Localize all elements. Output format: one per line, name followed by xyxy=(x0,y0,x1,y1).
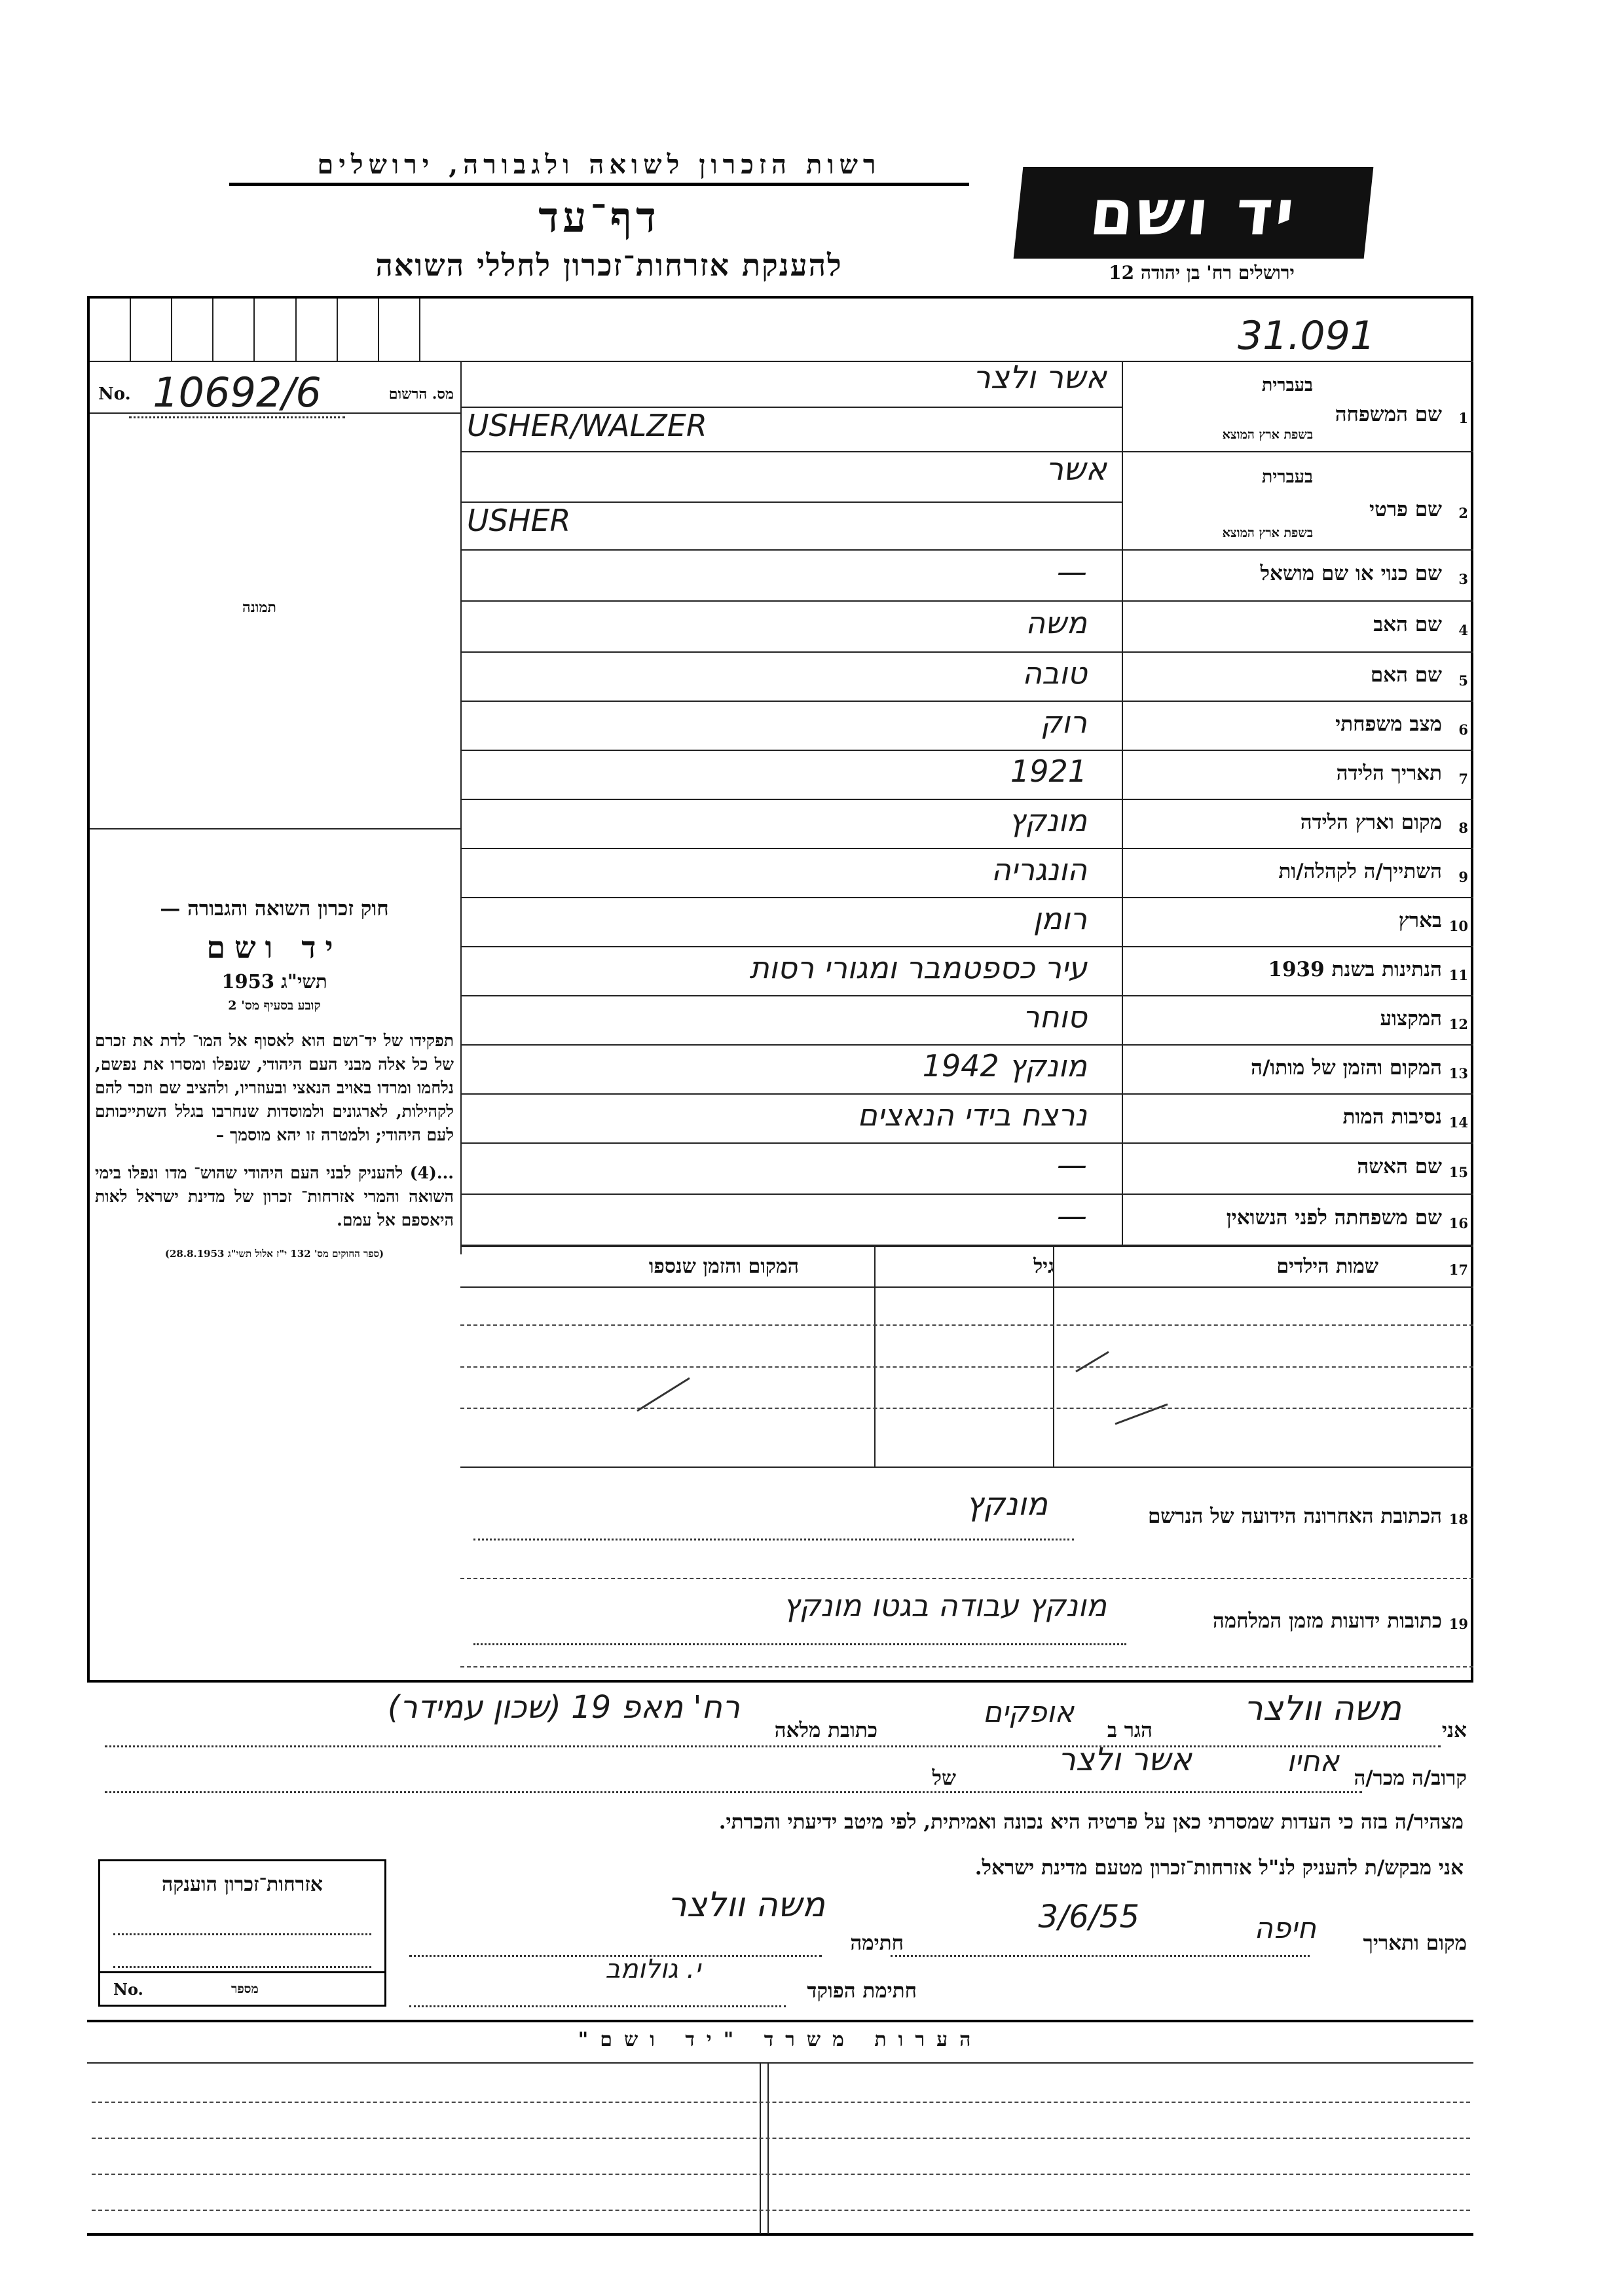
children-age-header: גיל xyxy=(1033,1255,1054,1278)
field-4-value: משה xyxy=(1025,605,1087,640)
field-row-9 xyxy=(460,849,1473,898)
field-label-5: שם האם xyxy=(1370,663,1442,687)
full-address-label: כתובת מלאה xyxy=(774,1719,877,1742)
last-address-value: מונקץ xyxy=(966,1486,1048,1523)
field-row-16 xyxy=(460,1195,1473,1246)
relation-value: אחיו xyxy=(1287,1745,1339,1778)
registration-label: מס. הרשום xyxy=(388,386,454,403)
field-number-16: 16 xyxy=(1449,1215,1468,1231)
field-row-2 xyxy=(460,452,1473,551)
citizenship-box-title: אזרחות־זכרון הוענקה xyxy=(161,1873,323,1896)
law-para1: תפקידו של יד־ושם הוא לאסוף אל המו־ לדת את זכרם של כל אלה מבני העם היהודי, שנפלו ומסרו את נפשם, נלחמו ומרדו באויב הנאצי ובעוזריו, ולהציב שם וזכר להם לקהילות, לארגונים ולמוסדות שנחרבו בגלל השתייכותם לעם היהודי; ולמטרה זו יהא מוסמך – xyxy=(95,1031,454,1144)
field-label-6: מצב משפחתי xyxy=(1335,712,1442,736)
war-addresses-value: מונקץ עבודה בגטו מונקץ xyxy=(783,1588,1107,1623)
declaration-statement-1: מצהיר/ה בזה כי העדות שמסרתי כאן על פרטיה היא נכונה ואמיתית, לפי מיטב ידיעתי והכרתי. xyxy=(718,1810,1464,1834)
field-number-10: 10 xyxy=(1449,917,1468,934)
field-row-13 xyxy=(460,1046,1473,1095)
officer-signature: י. גולומב xyxy=(605,1954,701,1984)
field-label-9: השתייך/ה לקהלה/ות xyxy=(1278,859,1442,883)
law-title: חוק זכרון השואה והגבורה — xyxy=(160,897,389,920)
field-row-7 xyxy=(460,751,1473,800)
field-6-value: רוק xyxy=(1040,704,1087,740)
children-empty-marks xyxy=(460,1286,1473,1467)
field-row-3 xyxy=(460,551,1473,602)
field-row-11 xyxy=(460,947,1473,996)
field-number-7: 7 xyxy=(1458,770,1468,787)
field-number-3: 3 xyxy=(1458,571,1468,587)
officer-label: חתימת הפוקד xyxy=(807,1979,917,2003)
in-origin-language-label: בשפת ארץ המוצא xyxy=(1222,428,1313,442)
full-address-value: רח' מאפ 19 (שכון עמידר) xyxy=(387,1689,740,1726)
law-year: תשי"ג 1953 xyxy=(221,970,327,993)
field-label-4: שם האב xyxy=(1373,613,1442,636)
field-number-9: 9 xyxy=(1458,868,1468,885)
field-label-11: הנתינות בשנת 1939 xyxy=(1268,957,1442,981)
relative-label: קרוב/ה מכר/ה xyxy=(1354,1766,1467,1790)
field-5-value: טובה xyxy=(1022,655,1087,691)
field-8-value: מונקץ xyxy=(1008,802,1087,838)
field-2-origin-value: USHER xyxy=(467,503,571,538)
signature-label: חתימה xyxy=(850,1931,904,1955)
registration-number: 10692/6 xyxy=(129,369,345,418)
declaration-line-2 xyxy=(92,1741,1467,1794)
field-number-2: 2 xyxy=(1458,505,1468,521)
field-label-16: שם משפחתה לפני הנשואין xyxy=(1226,1206,1442,1230)
field-row-5 xyxy=(460,653,1473,702)
field-2-hebrew-value: אשר xyxy=(1045,451,1107,488)
field-number-12: 12 xyxy=(1449,1015,1468,1032)
field-number-4: 4 xyxy=(1458,622,1468,638)
field-10-value: רומן xyxy=(1033,900,1087,936)
resides-label: הגר ב xyxy=(1107,1719,1153,1742)
field-row-15 xyxy=(460,1144,1473,1195)
field-3-value: — xyxy=(1057,554,1087,589)
header-address: ירושלים רח' בן יהודה 12 xyxy=(1109,262,1295,283)
field-14-value: נרצח בידי הנאצים xyxy=(857,1097,1087,1133)
signature-line xyxy=(393,1886,1467,1958)
in-hebrew-label: בעברית xyxy=(1261,375,1313,395)
field-16-value: — xyxy=(1057,1198,1087,1233)
field-number-5: 5 xyxy=(1458,672,1468,689)
box-number-label: מספר xyxy=(231,1982,259,1996)
field-number-19: 19 xyxy=(1449,1616,1468,1632)
field-15-value: — xyxy=(1057,1147,1087,1182)
top-cells xyxy=(90,299,460,362)
law-name: יד ושם xyxy=(206,930,342,965)
declaration-statement-2: אני מבקש/ת להעניק לנ"ל אזרחות־זכרון מטעם מדינת ישראל. xyxy=(974,1856,1464,1880)
residence-value: אופקים xyxy=(982,1696,1074,1729)
children-header xyxy=(460,1247,1473,1286)
office-notes-frame xyxy=(87,2020,1473,2236)
citizenship-granted-box xyxy=(98,1859,386,2007)
box-no-label: No. xyxy=(113,1980,143,1999)
law-block xyxy=(95,897,454,1260)
field-number-1: 1 xyxy=(1458,410,1468,426)
field-label-7: תאריך הלידה xyxy=(1336,761,1442,785)
field-number-8: 8 xyxy=(1458,819,1468,836)
field-row-14 xyxy=(460,1095,1473,1144)
institution-line: רשות הזכרון לשואה ולגבורה, ירושלים xyxy=(229,149,969,186)
field-number-17: 17 xyxy=(1449,1262,1468,1278)
field-number-14: 14 xyxy=(1449,1114,1468,1131)
form-title: דף־עד xyxy=(538,193,660,242)
field-label-10: בארץ xyxy=(1398,908,1442,932)
place-date-label: מקום ותאריך xyxy=(1363,1931,1467,1955)
children-names-header: שמות הילדים xyxy=(1276,1255,1378,1278)
i-label: אני xyxy=(1441,1719,1467,1742)
law-source: (ספר החוקים מס' 132 י"ז אלול תשי"ג 28.8.1953) xyxy=(164,1248,384,1260)
field-row-12 xyxy=(460,996,1473,1046)
field-label-15: שם האשה xyxy=(1357,1155,1442,1178)
photo-label: תמונה xyxy=(242,599,276,616)
field-label-1: שם המשפחה xyxy=(1335,403,1442,426)
yad-vashem-logo xyxy=(1014,167,1374,259)
last-address-label: הכתובת האחרונה הידועה של הנרשם xyxy=(1147,1504,1442,1528)
field-number-6: 6 xyxy=(1458,721,1468,738)
field-row-4 xyxy=(460,602,1473,653)
field-label-13: המקום והזמן של מותו/ה xyxy=(1251,1055,1442,1080)
field-label-3: שם כנוי או שם מושאל xyxy=(1260,562,1442,585)
field-row-1 xyxy=(460,361,1473,452)
field-7-value: 1921 xyxy=(1010,753,1087,789)
field-12-value: סוחר xyxy=(1022,998,1087,1034)
field-1-origin-value: USHER/WALZER xyxy=(467,408,707,443)
in-hebrew-label: בעברית xyxy=(1261,467,1313,487)
field-label-14: נסיבות המות xyxy=(1342,1104,1442,1129)
no-label: No. xyxy=(98,384,131,404)
field-row-8 xyxy=(460,800,1473,849)
field-9-value: הונגריה xyxy=(991,851,1087,887)
field-number-15: 15 xyxy=(1449,1164,1468,1180)
field-label-8: מקום וארץ הלידה xyxy=(1300,810,1442,834)
stamp-number: 31.091 xyxy=(1238,313,1375,359)
officer-line xyxy=(393,1954,917,2007)
field-label-2: שם פרטי xyxy=(1369,498,1442,521)
form-subtitle: להענקת אזרחות־זכרון לחללי השואה xyxy=(375,247,843,283)
of-label: של xyxy=(932,1766,956,1790)
registration-row xyxy=(95,369,455,416)
field-19-row xyxy=(460,1584,1473,1656)
field-1-hebrew-value: אשר ולצר xyxy=(972,359,1107,396)
in-origin-language-label: בשפת ארץ המוצא xyxy=(1222,526,1313,540)
field-number-13: 13 xyxy=(1449,1065,1468,1082)
war-addresses-label: כתובות ידועות מזמן המלחמה xyxy=(1212,1609,1442,1633)
field-number-18: 18 xyxy=(1449,1511,1468,1527)
field-18-row xyxy=(460,1480,1473,1552)
date-value: 3/6/55 xyxy=(1038,1899,1139,1935)
field-row-6 xyxy=(460,702,1473,751)
field-row-10 xyxy=(460,898,1473,947)
children-place-header: המקום והזמן שנספו xyxy=(648,1255,799,1278)
law-clause: קובע בסעיף מס' 2 xyxy=(228,998,321,1013)
law-para2: ...(4) להעניק לבני העם היהודי שהוש־ מדו ונפלו בימי השואה והמרי אזרחות־ זכרון של מדינת ישראל לאות היאספם אל עמם. xyxy=(95,1163,454,1230)
place-value: חיפה xyxy=(1254,1912,1316,1945)
field-number-11: 11 xyxy=(1449,966,1468,983)
declarant-name: משה וולצר xyxy=(1244,1689,1401,1728)
of-name-value: אשר ולצר xyxy=(1058,1741,1192,1778)
office-notes-title: הערות משרד "יד ושם" xyxy=(578,2028,983,2051)
logo-text: יד ושם xyxy=(1086,176,1301,249)
signature-value: משה וולצר xyxy=(667,1886,825,1925)
field-11-value: עיר כספטמבר ומגורי רסות xyxy=(749,949,1087,985)
declaration-line-1 xyxy=(92,1689,1467,1748)
field-label-12: המקצוע xyxy=(1380,1006,1442,1030)
field-13-value: מונקץ 1942 xyxy=(922,1048,1087,1084)
